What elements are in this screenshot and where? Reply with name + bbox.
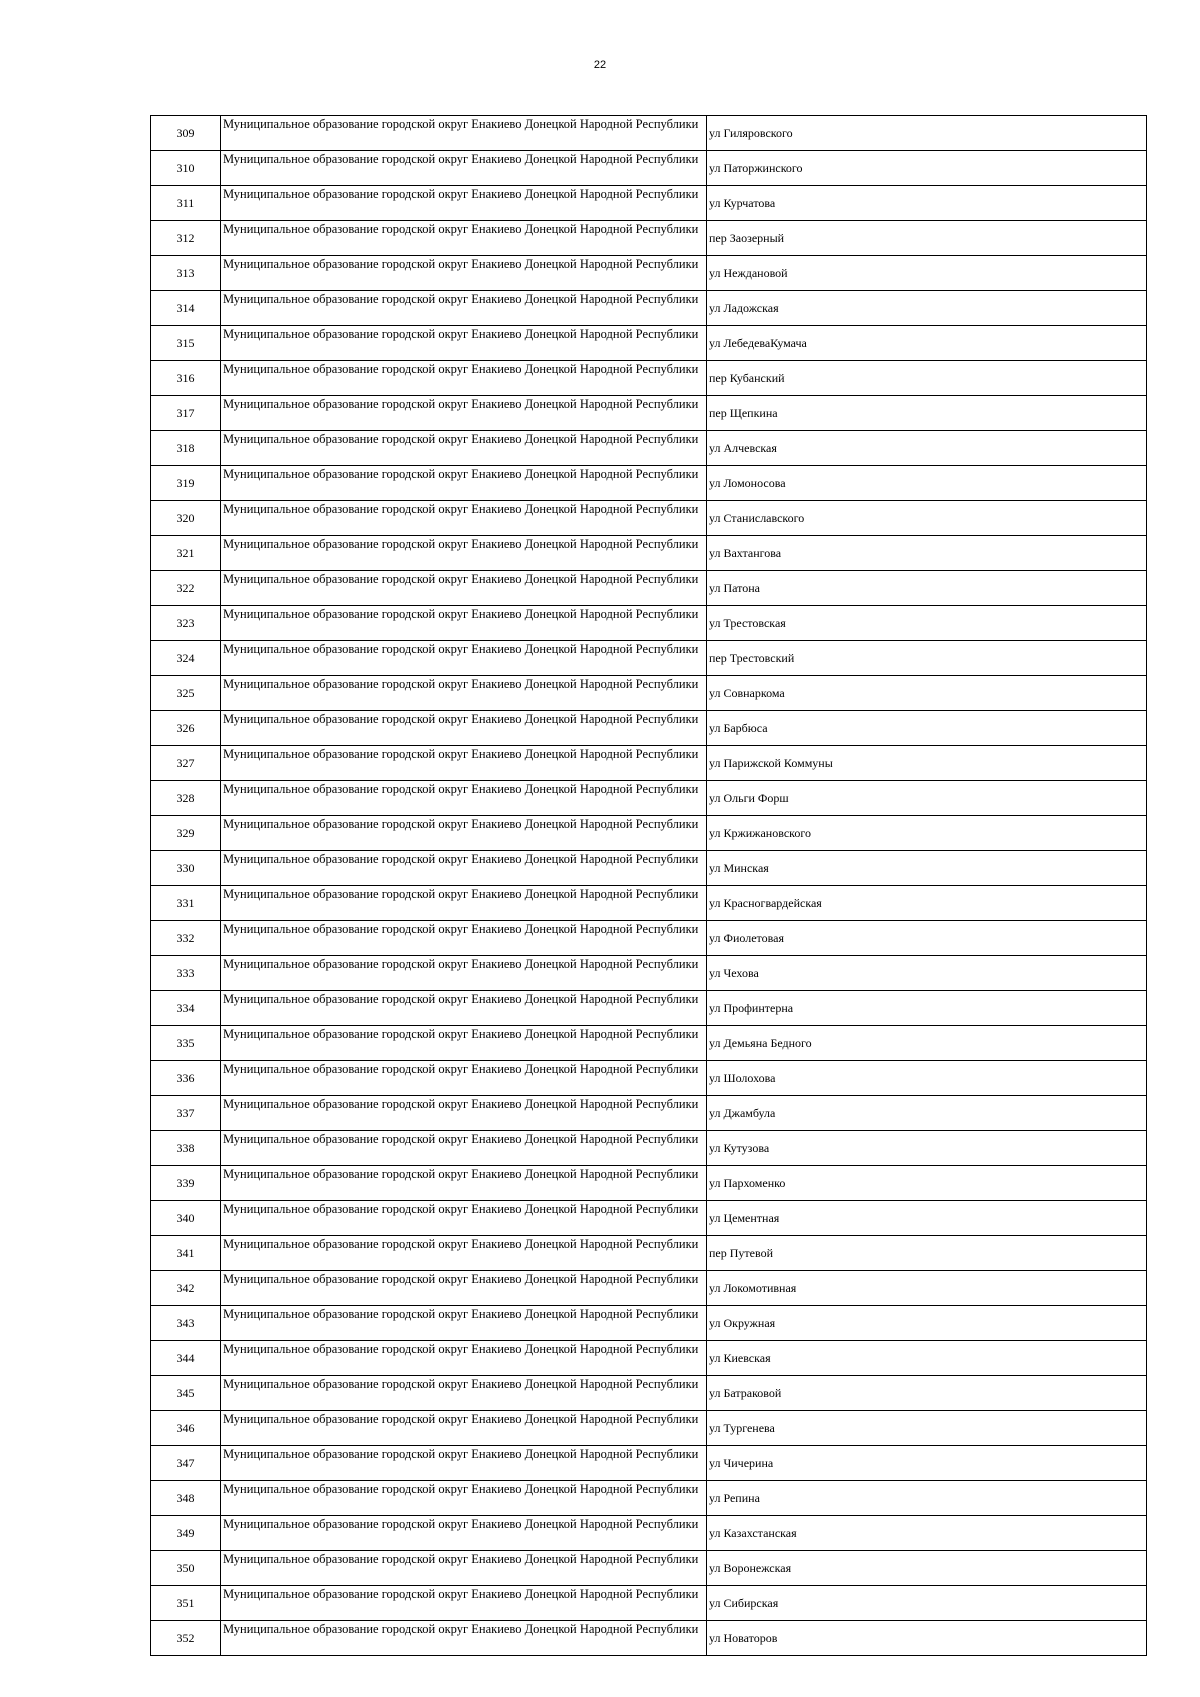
street-cell: ул Шолохова: [707, 1061, 1147, 1096]
streets-table-body: [151, 116, 1147, 1656]
municipality-cell: Муниципальное образование городской округ Енакиево Донецкой Народной Республики: [221, 1586, 707, 1621]
table-row: [151, 956, 1147, 991]
row-number-cell: 323: [151, 606, 221, 641]
municipality-cell: Муниципальное образование городской округ Енакиево Донецкой Народной Республики: [221, 361, 707, 396]
street-cell: ул Ладожская: [707, 291, 1147, 326]
table-row: [151, 1621, 1147, 1656]
municipality-cell: Муниципальное образование городской округ Енакиево Донецкой Народной Республики: [221, 571, 707, 606]
row-number-cell: 325: [151, 676, 221, 711]
table-row: [151, 1551, 1147, 1586]
table-row: [151, 256, 1147, 291]
street-cell: пер Кубанский: [707, 361, 1147, 396]
street-cell: ул Курчатова: [707, 186, 1147, 221]
row-number-cell: 336: [151, 1061, 221, 1096]
row-number-cell: 348: [151, 1481, 221, 1516]
street-cell: ул Красногвардейская: [707, 886, 1147, 921]
table-row: [151, 1481, 1147, 1516]
municipality-cell: Муниципальное образование городской округ Енакиево Донецкой Народной Республики: [221, 536, 707, 571]
table-row: [151, 501, 1147, 536]
row-number-cell: 351: [151, 1586, 221, 1621]
municipality-cell: Муниципальное образование городской округ Енакиево Донецкой Народной Республики: [221, 1306, 707, 1341]
table-row: [151, 851, 1147, 886]
municipality-cell: Муниципальное образование городской округ Енакиево Донецкой Народной Республики: [221, 1376, 707, 1411]
street-cell: ул ЛебедеваКумача: [707, 326, 1147, 361]
street-cell: ул Казахстанская: [707, 1516, 1147, 1551]
street-cell: пер Путевой: [707, 1236, 1147, 1271]
street-cell: ул Паторжинского: [707, 151, 1147, 186]
row-number-cell: 349: [151, 1516, 221, 1551]
street-cell: пер Щепкина: [707, 396, 1147, 431]
municipality-cell: Муниципальное образование городской округ Енакиево Донецкой Народной Республики: [221, 1621, 707, 1656]
municipality-cell: Муниципальное образование городской округ Енакиево Донецкой Народной Республики: [221, 1201, 707, 1236]
municipality-cell: Муниципальное образование городской округ Енакиево Донецкой Народной Республики: [221, 956, 707, 991]
municipality-cell: Муниципальное образование городской округ Енакиево Донецкой Народной Республики: [221, 1271, 707, 1306]
municipality-cell: Муниципальное образование городской округ Енакиево Донецкой Народной Республики: [221, 711, 707, 746]
table-row: [151, 606, 1147, 641]
municipality-cell: Муниципальное образование городской округ Енакиево Донецкой Народной Республики: [221, 746, 707, 781]
street-cell: ул Ольги Форш: [707, 781, 1147, 816]
municipality-cell: Муниципальное образование городской округ Енакиево Донецкой Народной Республики: [221, 606, 707, 641]
street-cell: пер Заозерный: [707, 221, 1147, 256]
street-cell: ул Ломоносова: [707, 466, 1147, 501]
table-row: [151, 746, 1147, 781]
row-number-cell: 333: [151, 956, 221, 991]
street-cell: ул Станиславского: [707, 501, 1147, 536]
street-cell: ул Вахтангова: [707, 536, 1147, 571]
municipality-cell: Муниципальное образование городской округ Енакиево Донецкой Народной Республики: [221, 1096, 707, 1131]
table-row: [151, 396, 1147, 431]
table-row: [151, 221, 1147, 256]
row-number-cell: 313: [151, 256, 221, 291]
table-row: [151, 1446, 1147, 1481]
street-cell: ул Неждановой: [707, 256, 1147, 291]
municipality-cell: Муниципальное образование городской округ Енакиево Донецкой Народной Республики: [221, 1061, 707, 1096]
table-row: [151, 886, 1147, 921]
table-row: [151, 466, 1147, 501]
row-number-cell: 345: [151, 1376, 221, 1411]
row-number-cell: 316: [151, 361, 221, 396]
row-number-cell: 321: [151, 536, 221, 571]
municipality-cell: Муниципальное образование городской округ Енакиево Донецкой Народной Республики: [221, 466, 707, 501]
street-cell: ул Барбюса: [707, 711, 1147, 746]
table-row: [151, 921, 1147, 956]
municipality-cell: Муниципальное образование городской округ Енакиево Донецкой Народной Республики: [221, 431, 707, 466]
streets-table: [150, 115, 1147, 1656]
table-row: [151, 1236, 1147, 1271]
table-row: [151, 711, 1147, 746]
row-number-cell: 311: [151, 186, 221, 221]
street-cell: ул Сибирская: [707, 1586, 1147, 1621]
table-row: [151, 1271, 1147, 1306]
street-cell: ул Гиляровского: [707, 116, 1147, 151]
street-cell: ул Алчевская: [707, 431, 1147, 466]
row-number-cell: 317: [151, 396, 221, 431]
municipality-cell: Муниципальное образование городской округ Енакиево Донецкой Народной Республики: [221, 816, 707, 851]
table-row: [151, 1586, 1147, 1621]
row-number-cell: 329: [151, 816, 221, 851]
street-cell: ул Фиолетовая: [707, 921, 1147, 956]
row-number-cell: 339: [151, 1166, 221, 1201]
table-row: [151, 326, 1147, 361]
street-cell: ул Кржижановского: [707, 816, 1147, 851]
street-cell: ул Профинтерна: [707, 991, 1147, 1026]
municipality-cell: Муниципальное образование городской округ Енакиево Донецкой Народной Республики: [221, 1411, 707, 1446]
street-cell: ул Патона: [707, 571, 1147, 606]
street-cell: ул Трестовская: [707, 606, 1147, 641]
street-cell: ул Цементная: [707, 1201, 1147, 1236]
municipality-cell: Муниципальное образование городской округ Енакиево Донецкой Народной Республики: [221, 1516, 707, 1551]
municipality-cell: Муниципальное образование городской округ Енакиево Донецкой Народной Республики: [221, 1026, 707, 1061]
street-cell: ул Пархоменко: [707, 1166, 1147, 1201]
municipality-cell: Муниципальное образование городской округ Енакиево Донецкой Народной Республики: [221, 1131, 707, 1166]
row-number-cell: 334: [151, 991, 221, 1026]
table-row: [151, 1516, 1147, 1551]
table-row: [151, 1306, 1147, 1341]
row-number-cell: 327: [151, 746, 221, 781]
row-number-cell: 328: [151, 781, 221, 816]
row-number-cell: 324: [151, 641, 221, 676]
street-cell: ул Чичерина: [707, 1446, 1147, 1481]
street-cell: ул Минская: [707, 851, 1147, 886]
table-row: [151, 1096, 1147, 1131]
table-row: [151, 1411, 1147, 1446]
street-cell: ул Чехова: [707, 956, 1147, 991]
municipality-cell: Муниципальное образование городской округ Енакиево Донецкой Народной Республики: [221, 151, 707, 186]
municipality-cell: Муниципальное образование городской округ Енакиево Донецкой Народной Республики: [221, 326, 707, 361]
row-number-cell: 338: [151, 1131, 221, 1166]
table-row: [151, 816, 1147, 851]
street-cell: ул Совнаркома: [707, 676, 1147, 711]
municipality-cell: Муниципальное образование городской округ Енакиево Донецкой Народной Республики: [221, 116, 707, 151]
table-row: [151, 676, 1147, 711]
row-number-cell: 315: [151, 326, 221, 361]
row-number-cell: 330: [151, 851, 221, 886]
municipality-cell: Муниципальное образование городской округ Енакиево Донецкой Народной Республики: [221, 991, 707, 1026]
table-row: [151, 536, 1147, 571]
street-cell: ул Репина: [707, 1481, 1147, 1516]
table-row: [151, 1376, 1147, 1411]
municipality-cell: Муниципальное образование городской округ Енакиево Донецкой Народной Республики: [221, 221, 707, 256]
street-cell: ул Тургенева: [707, 1411, 1147, 1446]
table-row: [151, 361, 1147, 396]
row-number-cell: 312: [151, 221, 221, 256]
row-number-cell: 352: [151, 1621, 221, 1656]
street-cell: ул Джамбула: [707, 1096, 1147, 1131]
row-number-cell: 332: [151, 921, 221, 956]
street-cell: пер Трестовский: [707, 641, 1147, 676]
municipality-cell: Муниципальное образование городской округ Енакиево Донецкой Народной Республики: [221, 781, 707, 816]
row-number-cell: 343: [151, 1306, 221, 1341]
table-row: [151, 291, 1147, 326]
row-number-cell: 318: [151, 431, 221, 466]
municipality-cell: Муниципальное образование городской округ Енакиево Донецкой Народной Республики: [221, 1236, 707, 1271]
street-cell: ул Окружная: [707, 1306, 1147, 1341]
table-row: [151, 1201, 1147, 1236]
row-number-cell: 341: [151, 1236, 221, 1271]
municipality-cell: Муниципальное образование городской округ Енакиево Донецкой Народной Республики: [221, 886, 707, 921]
municipality-cell: Муниципальное образование городской округ Енакиево Донецкой Народной Республики: [221, 1446, 707, 1481]
row-number-cell: 346: [151, 1411, 221, 1446]
municipality-cell: Муниципальное образование городской округ Енакиево Донецкой Народной Республики: [221, 396, 707, 431]
table-row: [151, 1026, 1147, 1061]
row-number-cell: 344: [151, 1341, 221, 1376]
municipality-cell: Муниципальное образование городской округ Енакиево Донецкой Народной Республики: [221, 676, 707, 711]
street-cell: ул Кутузова: [707, 1131, 1147, 1166]
municipality-cell: Муниципальное образование городской округ Енакиево Донецкой Народной Республики: [221, 256, 707, 291]
row-number-cell: 350: [151, 1551, 221, 1586]
table-row: [151, 186, 1147, 221]
table-row: [151, 641, 1147, 676]
row-number-cell: 309: [151, 116, 221, 151]
municipality-cell: Муниципальное образование городской округ Енакиево Донецкой Народной Республики: [221, 641, 707, 676]
street-cell: ул Парижской Коммуны: [707, 746, 1147, 781]
row-number-cell: 335: [151, 1026, 221, 1061]
street-cell: ул Новаторов: [707, 1621, 1147, 1656]
row-number-cell: 342: [151, 1271, 221, 1306]
row-number-cell: 331: [151, 886, 221, 921]
municipality-cell: Муниципальное образование городской округ Енакиево Донецкой Народной Республики: [221, 1481, 707, 1516]
row-number-cell: 310: [151, 151, 221, 186]
table-row: [151, 781, 1147, 816]
street-cell: ул Киевская: [707, 1341, 1147, 1376]
row-number-cell: 320: [151, 501, 221, 536]
table-row: [151, 1341, 1147, 1376]
municipality-cell: Муниципальное образование городской округ Енакиево Донецкой Народной Республики: [221, 186, 707, 221]
row-number-cell: 340: [151, 1201, 221, 1236]
municipality-cell: Муниципальное образование городской округ Енакиево Донецкой Народной Республики: [221, 921, 707, 956]
row-number-cell: 347: [151, 1446, 221, 1481]
row-number-cell: 319: [151, 466, 221, 501]
table-row: [151, 116, 1147, 151]
municipality-cell: Муниципальное образование городской округ Енакиево Донецкой Народной Республики: [221, 851, 707, 886]
municipality-cell: Муниципальное образование городской округ Енакиево Донецкой Народной Республики: [221, 501, 707, 536]
street-cell: ул Локомотивная: [707, 1271, 1147, 1306]
municipality-cell: Муниципальное образование городской округ Енакиево Донецкой Народной Республики: [221, 1551, 707, 1586]
page-number: 22: [593, 59, 607, 71]
table-row: [151, 1061, 1147, 1096]
row-number-cell: 337: [151, 1096, 221, 1131]
row-number-cell: 314: [151, 291, 221, 326]
municipality-cell: Муниципальное образование городской округ Енакиево Донецкой Народной Республики: [221, 1166, 707, 1201]
table-row: [151, 151, 1147, 186]
table-row: [151, 1131, 1147, 1166]
table-row: [151, 431, 1147, 466]
municipality-cell: Муниципальное образование городской округ Енакиево Донецкой Народной Республики: [221, 1341, 707, 1376]
street-cell: ул Батраковой: [707, 1376, 1147, 1411]
street-cell: ул Демьяна Бедного: [707, 1026, 1147, 1061]
municipality-cell: Муниципальное образование городской округ Енакиево Донецкой Народной Республики: [221, 291, 707, 326]
table-row: [151, 1166, 1147, 1201]
table-row: [151, 991, 1147, 1026]
table-row: [151, 571, 1147, 606]
row-number-cell: 326: [151, 711, 221, 746]
row-number-cell: 322: [151, 571, 221, 606]
street-cell: ул Воронежская: [707, 1551, 1147, 1586]
